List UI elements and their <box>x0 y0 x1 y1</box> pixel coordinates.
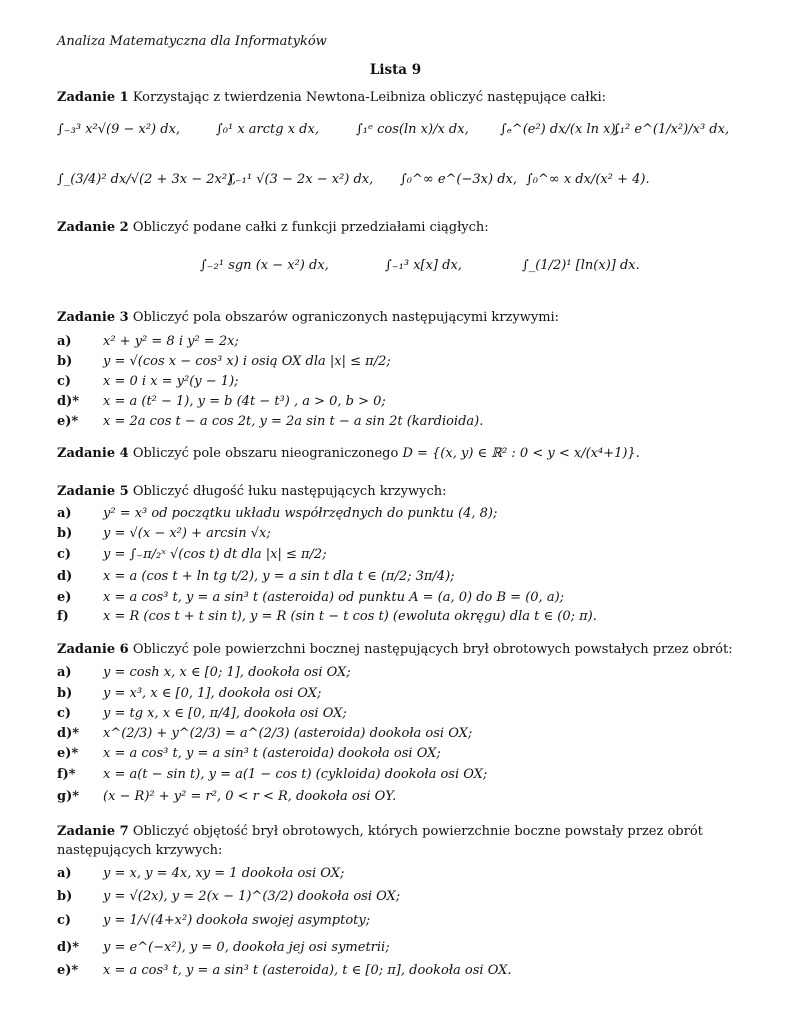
item-text: x = a (cos t + ln tg t/2), y = a sin t dla t ∈ (π/2; 3π/4); <box>103 569 455 584</box>
task-7-item <box>57 940 390 955</box>
item-label: c) <box>57 913 72 928</box>
task-7-intro: Obliczyć objętość brył obrotowych, których powierzchnie boczne powstały przez obrót następujących krzywych: <box>57 824 703 858</box>
task-5-item <box>57 526 271 541</box>
task-1-intro: Korzystając z twierdzenia Newtona-Leibniza obliczyć następujące całki: <box>132 90 607 105</box>
task-6-label: Zadanie 6 <box>57 642 129 657</box>
item-text: y = x³, x ∈ [0, 1], dookoła osi OX; <box>103 686 322 701</box>
task-6-item <box>57 789 396 804</box>
task-1-label: Zadanie 1 <box>57 90 129 105</box>
task-6-item <box>57 726 472 741</box>
task-7-item <box>57 963 512 978</box>
item-text: x = a cos³ t, y = a sin³ t (asteroida) od punktu A = (a, 0) do B = (0, a); <box>103 590 565 605</box>
item-label: c) <box>57 706 72 721</box>
task-4-formula: D = {(x, y) ∈ ℝ² : 0 < y < x/(x⁴+1)}. <box>402 446 640 461</box>
task-5-item <box>57 547 327 562</box>
item-label: e)* <box>57 746 79 761</box>
item-label: a) <box>57 866 72 881</box>
item-text: y = cosh x, x ∈ [0; 1], dookoła osi OX; <box>103 665 351 680</box>
item-text: x = a cos³ t, y = a sin³ t (asteroida) dookoła osi OX; <box>103 746 441 761</box>
task-3-item <box>57 394 386 409</box>
item-label: d)* <box>57 940 80 955</box>
task-5-item <box>57 506 497 521</box>
task-5-item <box>57 609 597 624</box>
task-6-item <box>57 665 351 680</box>
item-label: d)* <box>57 394 80 409</box>
task-5-intro: Obliczyć długość łuku następujących krzywych: <box>132 484 447 499</box>
task-4-heading <box>57 446 640 461</box>
item-text: x = a (t² − 1), y = b (4t − t³) , a > 0, b > 0; <box>103 394 386 409</box>
item-label: a) <box>57 334 72 349</box>
task-6-item <box>57 746 441 761</box>
document-header: Analiza Matematyczna dla Informatyków <box>57 34 327 49</box>
task-1-integral: ∫₀¹ x arctg x dx, <box>216 122 319 137</box>
task-1-integral: ∫₁² e^(1/x²)/x³ dx, <box>613 122 730 137</box>
item-label: c) <box>57 374 72 389</box>
task-5-item <box>57 569 455 584</box>
item-text: x^(2/3) + y^(2/3) = a^(2/3) (asteroida) dookoła osi OX; <box>103 726 473 741</box>
task-1-integral: ∫₀^∞ x dx/(x² + 4). <box>526 172 650 187</box>
task-2-integral: ∫₋₁³ x[x] dx, <box>385 258 462 273</box>
item-label: e)* <box>57 963 79 978</box>
item-text: x = a(t − sin t), y = a(1 − cos t) (cykloida) dookoła osi OX; <box>103 767 488 782</box>
item-label: b) <box>57 889 73 904</box>
task-7-item <box>57 889 400 904</box>
task-1-integral: ∫₋₃³ x²√(9 − x²) dx, <box>57 122 181 137</box>
item-text: y = tg x, x ∈ [0, π/4], dookoła osi OX; <box>103 706 347 721</box>
item-label: d) <box>57 569 73 584</box>
item-text: y² = x³ od początku układu współrzędnych do punktu (4, 8); <box>103 506 498 521</box>
task-2-heading <box>57 220 489 235</box>
task-6-item <box>57 767 487 782</box>
task-2-integral: ∫_(1/2)¹ [ln(x)] dx. <box>522 258 640 273</box>
task-1-integral: ∫₀^∞ e^(−3x) dx, <box>400 172 517 187</box>
task-3-item <box>57 334 239 349</box>
item-label: a) <box>57 506 72 521</box>
item-text: y = e^(−x²), y = 0, dookoła jej osi symetrii; <box>103 940 390 955</box>
task-2-intro: Obliczyć podane całki z funkcji przedziałami ciągłych: <box>132 220 489 235</box>
task-7-label: Zadanie 7 <box>57 824 129 839</box>
item-text: y = 1/√(4+x²) dookoła swojej asymptoty; <box>103 913 371 928</box>
item-label: c) <box>57 547 72 562</box>
task-3-label: Zadanie 3 <box>57 310 129 325</box>
task-1-integral: ∫ₑ^(e²) dx/(x ln x), <box>500 122 620 137</box>
item-text: x = R (cos t + t sin t), y = R (sin t − t cos t) (ewoluta okręgu) dla t ∈ (0; π). <box>103 609 597 624</box>
task-4-intro: Obliczyć pole obszaru nieograniczonego <box>132 446 399 461</box>
task-6-heading <box>57 642 733 657</box>
item-label: a) <box>57 665 72 680</box>
task-2-integral: ∫₋₂¹ sgn (x − x²) dx, <box>200 258 329 273</box>
task-5-heading <box>57 484 447 499</box>
task-3-item <box>57 374 239 389</box>
item-label: g)* <box>57 789 80 804</box>
task-4-label: Zadanie 4 <box>57 446 129 461</box>
task-7-heading <box>57 822 737 860</box>
task-7-item <box>57 913 370 928</box>
task-1-integral: ∫_(3/4)² dx/√(2 + 3x − 2x²), <box>57 172 237 187</box>
item-text: x = 0 i x = y²(y − 1); <box>103 374 239 389</box>
task-6-intro: Obliczyć pole powierzchni bocznej następujących brył obrotowych powstałych przez obrót: <box>132 642 733 657</box>
item-text: y = √(2x), y = 2(x − 1)^(3/2) dookoła osi OX; <box>103 889 401 904</box>
task-5-label: Zadanie 5 <box>57 484 129 499</box>
item-text: x = 2a cos t − a cos 2t, y = 2a sin t − a sin 2t (kardioida). <box>103 414 484 429</box>
item-text: x² + y² = 8 i y² = 2x; <box>103 334 239 349</box>
item-label: d)* <box>57 726 80 741</box>
task-6-item <box>57 706 347 721</box>
task-1-integral: ∫₁ᵉ cos(ln x)/x dx, <box>356 122 469 137</box>
item-label: b) <box>57 686 73 701</box>
task-5-item <box>57 590 564 605</box>
item-text: y = x, y = 4x, xy = 1 dookoła osi OX; <box>103 866 345 881</box>
item-text: y = √(cos x − cos³ x) i osią OX dla |x| ≤ π/2; <box>103 354 391 369</box>
item-text: y = √(x − x²) + arcsin √x; <box>103 526 271 541</box>
task-3-item <box>57 354 391 369</box>
item-label: f) <box>57 609 69 624</box>
task-3-heading <box>57 310 559 325</box>
item-text: y = ∫₋π/₂ˣ √(cos t) dt dla |x| ≤ π/2; <box>103 547 327 562</box>
item-label: b) <box>57 526 73 541</box>
task-6-item <box>57 686 321 701</box>
task-1-heading <box>57 90 606 105</box>
item-label: f)* <box>57 767 76 782</box>
task-3-intro: Obliczyć pola obszarów ograniczonych następującymi krzywymi: <box>132 310 560 325</box>
task-1-integral: ∫₋₁¹ √(3 − 2x − x²) dx, <box>228 172 374 187</box>
item-label: e)* <box>57 414 79 429</box>
task-2-label: Zadanie 2 <box>57 220 129 235</box>
item-text: (x − R)² + y² = r², 0 < r < R, dookoła osi OY. <box>103 789 397 804</box>
item-label: b) <box>57 354 73 369</box>
item-text: x = a cos³ t, y = a sin³ t (asteroida), t ∈ [0; π], dookoła osi OX. <box>103 963 512 978</box>
page-title: Lista 9 <box>369 62 422 78</box>
task-3-item <box>57 414 483 429</box>
task-7-item <box>57 866 344 881</box>
item-label: e) <box>57 590 72 605</box>
